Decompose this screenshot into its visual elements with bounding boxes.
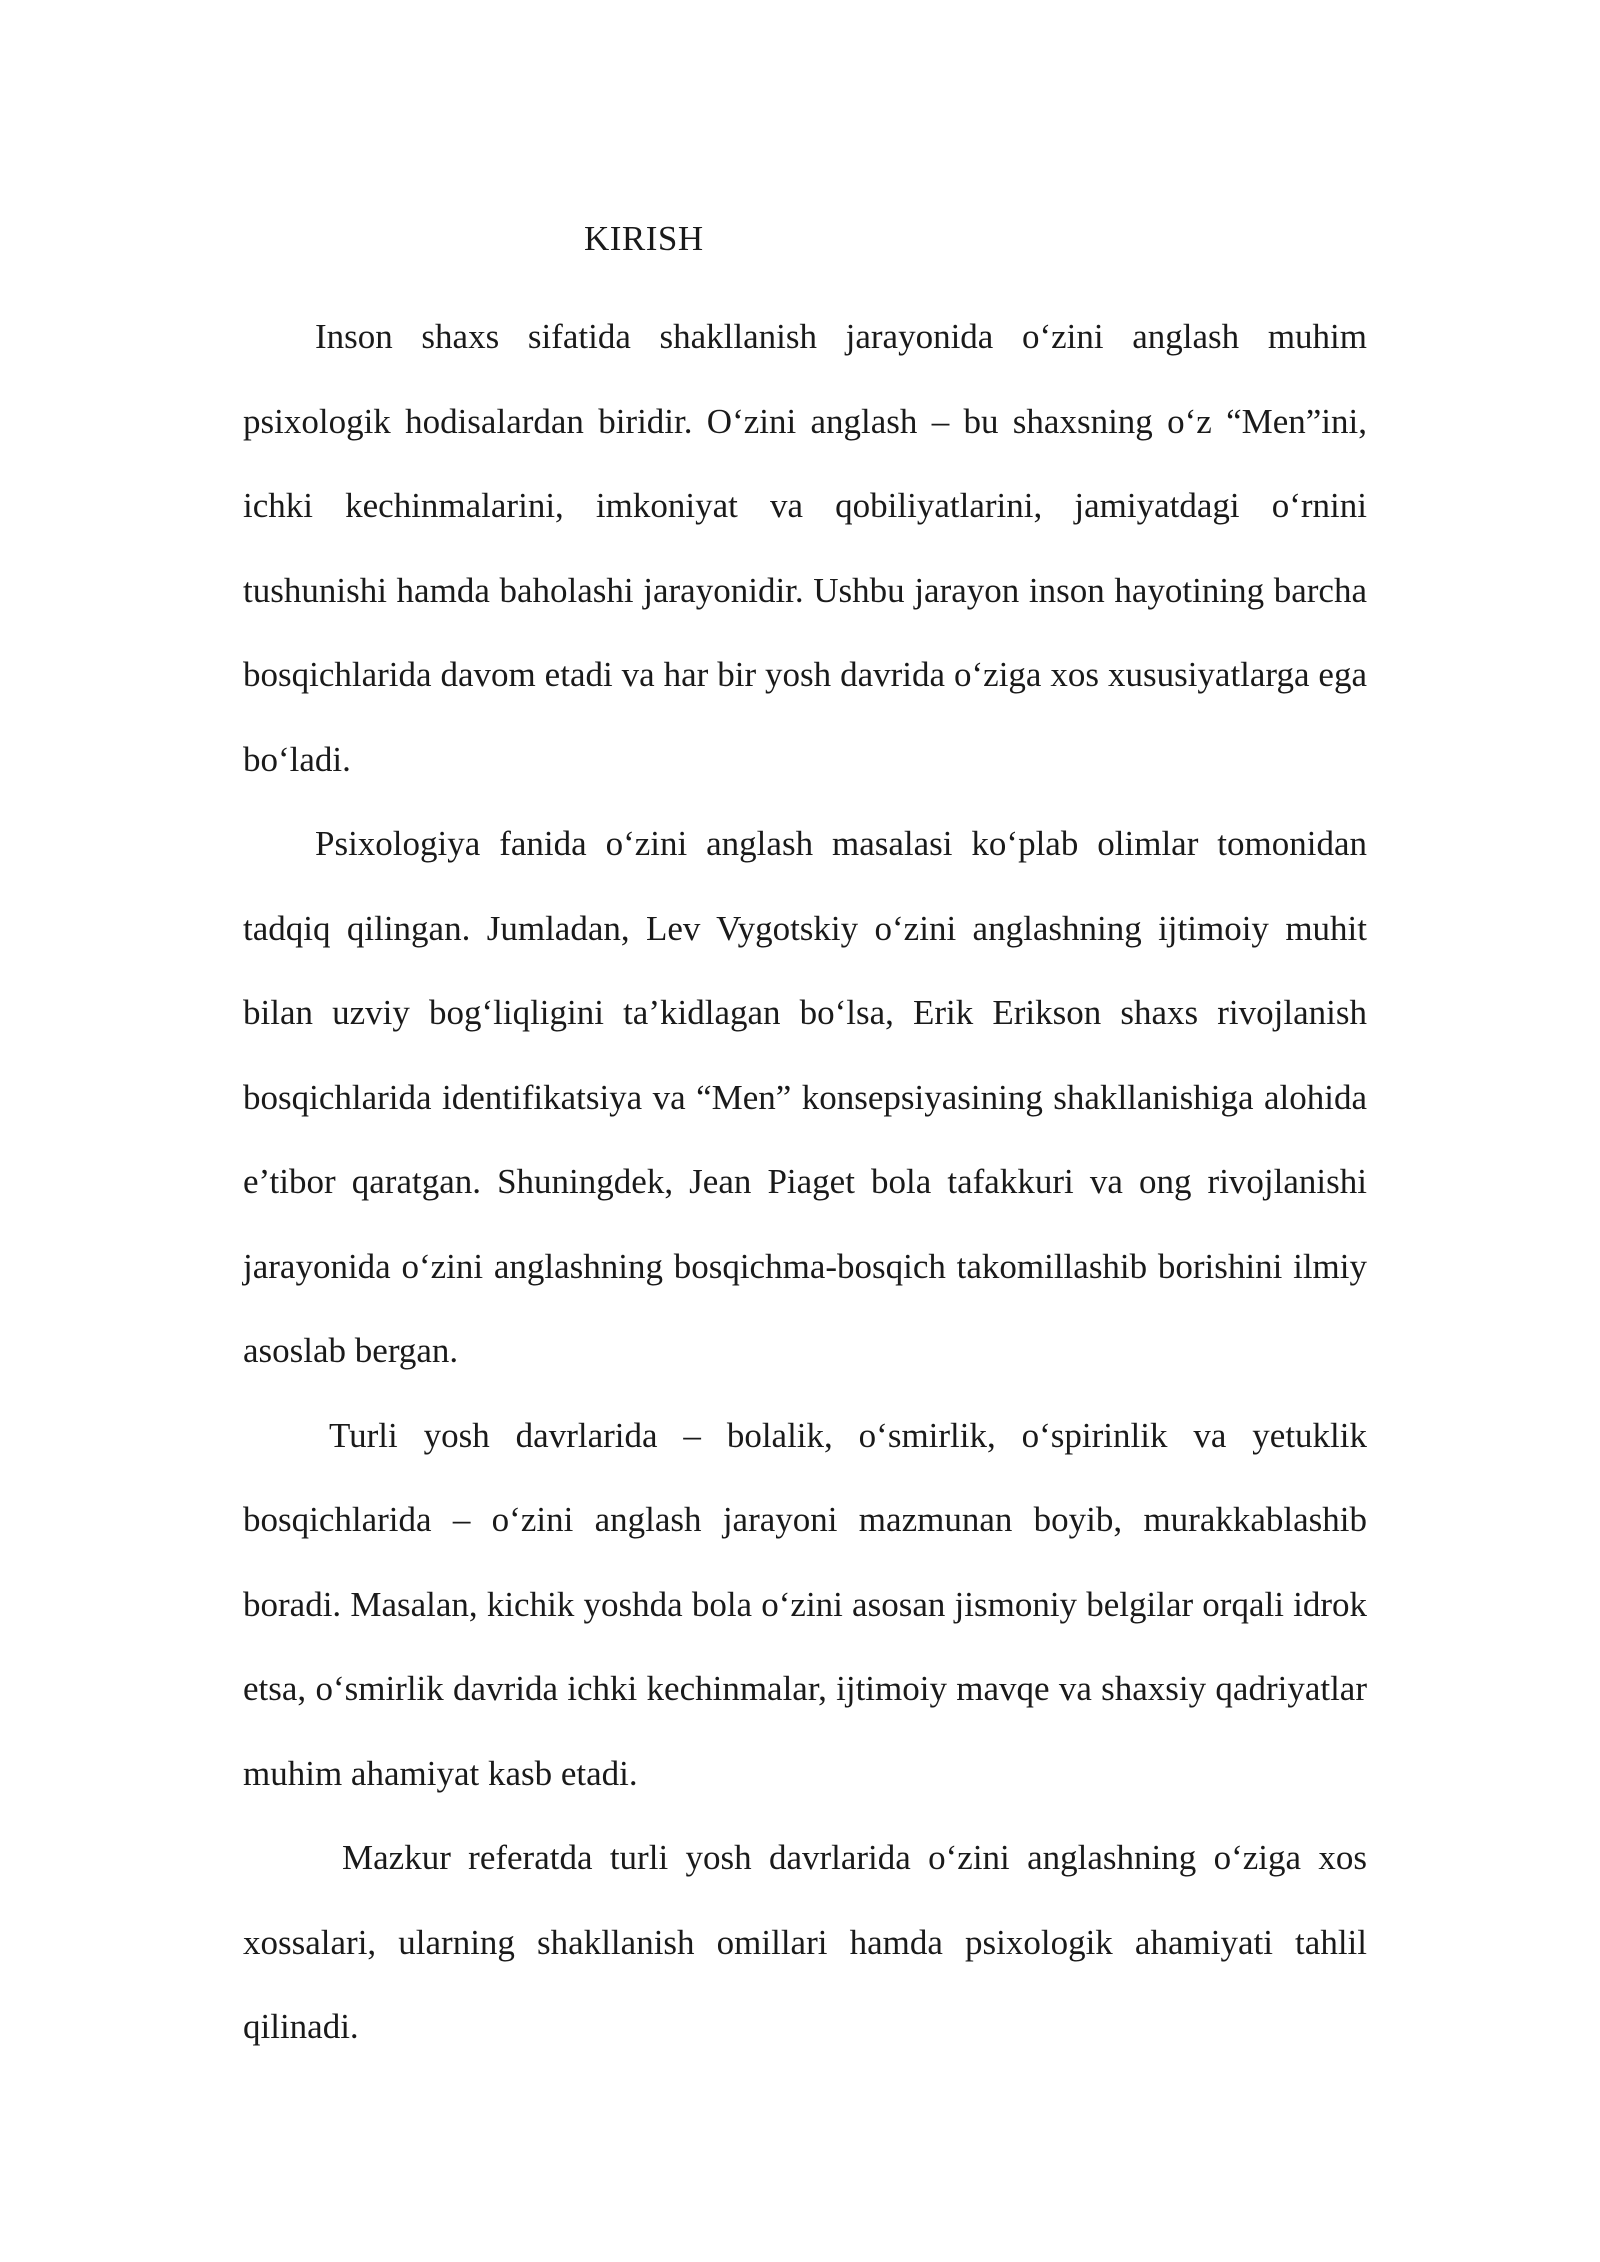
paragraph-4: Mazkur referatda turli yosh davrlarida o‘zini anglashning o‘ziga xos xossalari, ularning shakllanish omillari hamda psixologik ahamiyati tahlil qilinadi. [243,1838,1367,2046]
paragraph-3: Turli yosh davrlarida – bolalik, o‘smirlik, o‘spirinlik va yetuklik bosqichlarida – o‘zini anglash jarayoni mazmunan boyib, murakkablashib boradi. Masalan, kichik yoshda bola o‘zini asosan jismoniy belgilar orqali idrok etsa, o‘smirlik davrida ichki kechinmalar, ijtimoiy mavqe va shaxsiy qadriyatlar muhim ahamiyat kasb etadi. [243,1415,1367,1793]
paragraph-1: Inson shaxs sifatida shakllanish jarayonida o‘zini anglash muhim psixologik hodisalardan biridir. O‘zini anglash – bu shaxsning o‘z “Men”ini, ichki kechinmalarini, imkoniyat va qobiliyatlarini, jamiyatdagi o‘rnini tushunishi hamda baholashi jarayonidir. Ushbu jarayon inson hayotining barcha bosqichlarida davom etadi va har bir yosh davrida o‘ziga xos xususiyatlarga ega bo‘ladi. [243,317,1367,779]
page-title: KIRISH [584,219,704,258]
paragraph-2: Psixologiya fanida o‘zini anglash masalasi ko‘plab olimlar tomonidan tadqiq qilingan. Jumladan, Lev Vygotskiy o‘zini anglashning ijtimoiy muhit bilan uzviy bog‘liqligini ta’kidlagan bo‘lsa, Erik Erikson shaxs rivojlanish bosqichlarida identifikatsiya va “Men” konsepsiyasining shakllanishiga alohida e’tibor qaratgan. Shuningdek, Jean Piaget bola tafakkuri va ong rivojlanishi jarayonida o‘zini anglashning bosqichma-bosqich takomillashib borishini ilmiy asoslab bergan. [243,824,1367,1370]
document-body [243,295,1367,2070]
